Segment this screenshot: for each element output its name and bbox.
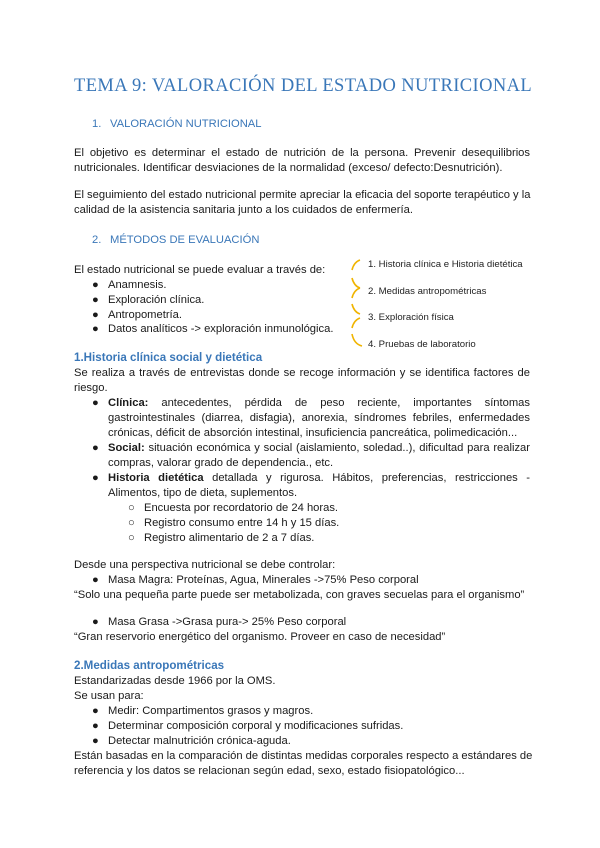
paragraph-line: nutricionales. Identificar desviaciones de la normalidad (exceso/ defecto:Desnutrición). (74, 162, 503, 174)
subsection-heading-medidas: 2.Medidas antropométricas (74, 659, 225, 672)
methods-diagram (348, 256, 548, 352)
diagram-item: 3. Exploración física (368, 312, 454, 323)
section-heading-metodos: 2. MÉTODOS DE EVALUACIÓN (92, 234, 260, 246)
list-item-social: Social: situación económica y social (aislamiento, soledad..), dificultad para realizar (108, 442, 530, 454)
sub-list-item: Encuesta por recordatorio de 24 horas. (144, 502, 339, 514)
paragraph-line: Están basadas en la comparación de distintas medidas corporales respecto a estándares de (74, 750, 533, 762)
arc-connector-icon (348, 256, 372, 352)
paragraph-line: El objetivo es determinar el estado de nutrición de la persona. Prevenir desequilibrios (74, 147, 530, 159)
paragraph-line: Se realiza a través de entrevistas donde se recoge información y se identifica factores de (74, 367, 530, 379)
bullet-icon: ● (92, 279, 99, 291)
list-item: Determinar composición corporal y modificaciones sufridas. (108, 720, 404, 732)
list-item: Datos analíticos -> exploración inmunológica. (108, 323, 334, 335)
paragraph-line: El seguimiento del estado nutricional permite apreciar la eficacia del soporte terapéutico y la (74, 189, 531, 201)
bullet-icon: ● (92, 442, 99, 454)
list-item: Masa Grasa ->Grasa pura-> 25% Peso corporal (108, 616, 347, 628)
paragraph-line: riesgo. (74, 382, 108, 394)
sub-list-item: Registro alimentario de 2 a 7 días. (144, 532, 315, 544)
diagram-item: 1. Historia clínica e Historia dietética (368, 259, 523, 270)
quote-line: “Solo una pequeña parte puede ser metabolizada, con graves secuelas para el organismo” (74, 589, 525, 601)
bullet-icon: ● (92, 616, 99, 628)
bullet-icon: ● (92, 735, 99, 747)
bullet-icon: ● (92, 472, 99, 484)
diagram-item: 2. Medidas antropométricas (368, 286, 487, 297)
paragraph-line: calidad de la asistencia sanitaria junto a los cuidados de enfermería. (74, 204, 413, 216)
list-item-dietetica: Historia dietética detallada y rigurosa. Hábitos, preferencias, restricciones - (108, 472, 531, 484)
list-item: Anamnesis. (108, 279, 167, 291)
circle-bullet-icon: ○ (128, 532, 135, 544)
bullet-icon: ● (92, 397, 99, 409)
subsection-heading-historia: 1.Historia clínica social y dietética (74, 351, 263, 364)
paragraph-line: Estandarizadas desde 1966 por la OMS. (74, 675, 276, 687)
sub-list-item: Registro consumo entre 14 h y 15 días. (144, 517, 340, 529)
list-item-line: Alimentos, tipo de dieta, suplementos. (108, 487, 298, 499)
bullet-icon: ● (92, 574, 99, 586)
section-heading-valoracion: 1. VALORACIÓN NUTRICIONAL (92, 118, 262, 130)
bullet-icon: ● (92, 294, 99, 306)
paragraph-line: El estado nutricional se puede evaluar a través de: (74, 264, 326, 276)
list-item: Detectar malnutrición crónica-aguda. (108, 735, 291, 747)
list-item-line: compras, valorar grado de dependencia., etc. (108, 457, 334, 469)
page-title: TEMA 9: VALORACIÓN DEL ESTADO NUTRICIONAL (74, 76, 533, 96)
bullet-icon: ● (92, 705, 99, 717)
circle-bullet-icon: ○ (128, 502, 135, 514)
paragraph-line: referencia y los datos se relacionan según edad, sexo, estado fisiopatológico... (74, 765, 465, 777)
circle-bullet-icon: ○ (128, 517, 135, 529)
list-item: Masa Magra: Proteínas, Agua, Minerales ->75% Peso corporal (108, 574, 419, 586)
list-item-clinica: Clínica: antecedentes, pérdida de peso reciente, importantes síntomas (108, 397, 530, 409)
list-item: Medir: Compartimentos grasos y magros. (108, 705, 314, 717)
list-item: Exploración clínica. (108, 294, 205, 306)
paragraph-line: Se usan para: (74, 690, 144, 702)
list-item: Antropometría. (108, 309, 182, 321)
bullet-icon: ● (92, 720, 99, 732)
bullet-icon: ● (92, 323, 99, 335)
paragraph-line: Desde una perspectiva nutricional se debe controlar: (74, 559, 336, 571)
list-item-line: crónicas, déficit de absorción intestinal, insuficiencia pancreática, polimedicación... (108, 427, 518, 439)
quote-line: “Gran reservorio energético del organismo. Proveer en caso de necesidad” (74, 631, 446, 643)
diagram-item: 4. Pruebas de laboratorio (368, 339, 476, 350)
list-item-line: gastrointestinales (diarrea, disfagia), anorexia, síndromes febriles, enfermedades (108, 412, 530, 424)
bullet-icon: ● (92, 309, 99, 321)
